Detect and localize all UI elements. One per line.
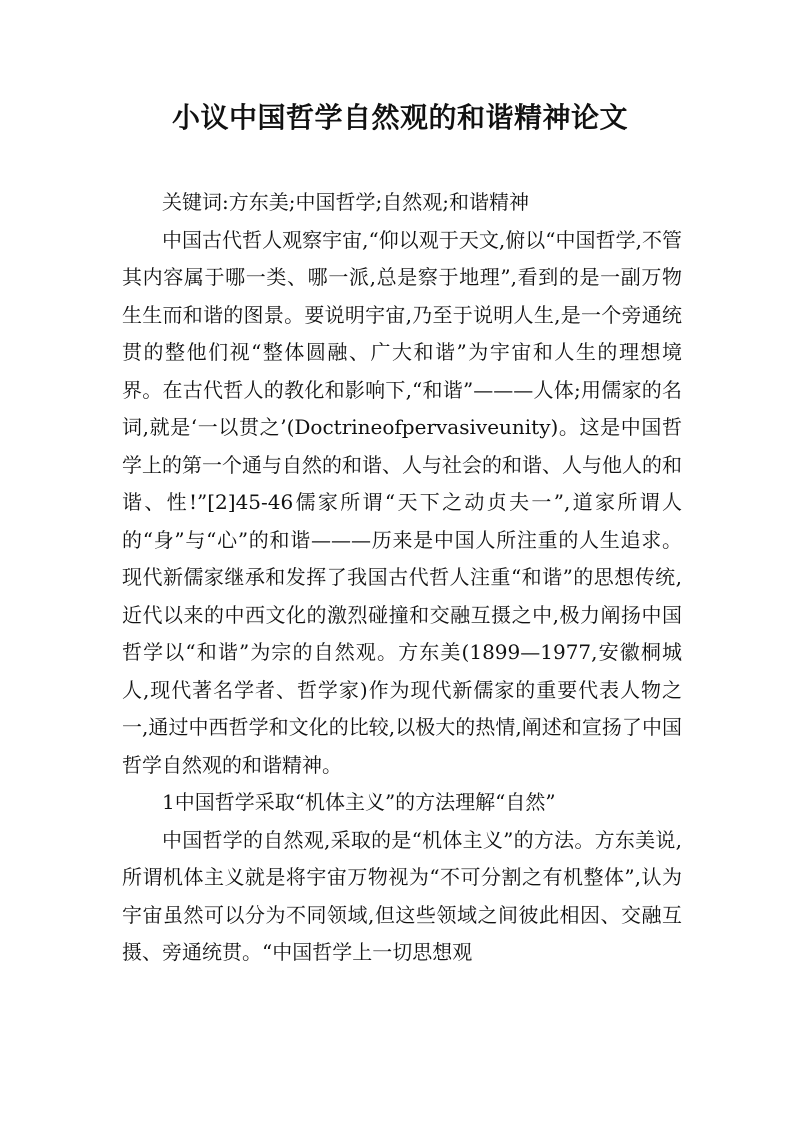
paragraph-1: 中国古代哲人观察宇宙,“仰以观于天文,俯以“中国哲学,不管其内容属于哪一类、哪一派,总是察于地理”,看到的是一副万物生生而和谐的图景。要说明宇宙,乃至于说明人生,是一个旁通统贯的整他们视“整体圆融、广大和谐”为宇宙和人生的理想境界。在古代哲人的教化和影响下,“和谐”———人体;用儒家的名词,就是‘一以贯之’(Doctrineofpervasiveunity)。这是中国哲学上的第一个通与自然的和谐、人与社会的和谐、人与他人的和谐、性!”[2]45-46儒家所谓“天下之动贞夫一”,道家所谓人的“身”与“心”的和谐———历来是中国人所注重的人生追求。现代新儒家继承和发挥了我国古代哲人注重“和谐”的思想传统,近代以来的中西文化的激烈碰撞和交融互摄之中,极力阐扬中国哲学以“和谐”为宗的自然观。方东美(1899—1977,安徽桐城人,现代著名学者、哲学家)作为现代新儒家的重要代表人物之一,通过中西哲学和文化的比较,以极大的热情,阐述和宣扬了中国哲学自然观的和谐精神。 bbox=[122, 227, 682, 777]
section-1-heading: 1中国哲学采取“机体主义”的方法理解“自然” bbox=[162, 790, 556, 814]
paragraph-2: 中国哲学的自然观,采取的是“机体主义”的方法。方东美说,所谓机体主义就是将宇宙万物视为“不可分割之有机整体”,认为宇宙虽然可以分为不同领域,但这些领域之间彼此相因、交融互摄、旁通统贯。“中国哲学上一切思想观 bbox=[122, 827, 682, 964]
document-body bbox=[122, 184, 682, 972]
document-title: 小议中国哲学自然观的和谐精神论文 bbox=[171, 101, 628, 134]
keywords-line: 关键词:方东美;中国哲学;自然观;和谐精神 bbox=[162, 190, 529, 214]
